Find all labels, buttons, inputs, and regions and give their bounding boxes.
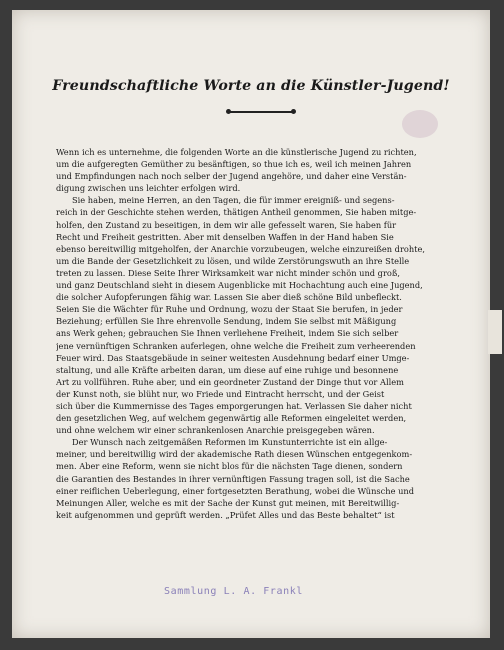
- body-line: jene vernünftigen Schranken auferlegen, ohne welche die Freiheit zum verheerenden: [56, 340, 416, 351]
- body-line: Feuer wird. Das Staatsgebäude in seiner weitesten Ausdehnung bedarf einer Umge-: [56, 352, 410, 363]
- body-line: die Garantien des Bestandes in ihrer vernünftigen Fassung tragen soll, ist die Sache: [56, 473, 410, 484]
- body-line: einer reiflichen Ueberlegung, einer fortgesetzten Berathung, wobei die Wünsche und: [56, 485, 414, 496]
- body-line: der Kunst noth, sie blüht nur, wo Friede und Eintracht herrscht, und der Geist: [56, 388, 385, 399]
- body-line: um die Bande der Gesetzlichkeit zu lösen, und wilde Zerstörungswuth an ihre Stelle: [56, 255, 410, 266]
- collection-stamp: Sammlung L. A. Frankl: [164, 586, 304, 597]
- body-line: meiner, und bereitwillig wird der akademische Rath diesen Wünschen entgegenkom-: [56, 449, 413, 460]
- body-line: Beziehung; erfüllen Sie Ihre ehrenvolle Sendung, indem Sie selbst mit Mäßigung: [56, 316, 397, 327]
- document-body: [56, 146, 472, 521]
- body-line: Sie haben, meine Herren, an den Tagen, die für immer ereigniß- und segens-: [72, 195, 395, 206]
- body-line: Recht und Freiheit gestritten. Aber mit denselben Waffen in der Hand haben Sie: [56, 231, 394, 242]
- body-line: reich in der Geschichte stehen werden, thätigen Antheil genommen, Sie haben mitge-: [56, 207, 417, 218]
- body-line: und ganz Deutschland sieht in diesem Augenblicke mit Hochachtung auch eine Jugend,: [56, 280, 423, 291]
- body-line: treten zu lassen. Diese Seite Ihrer Wirksamkeit war nicht minder schön und groß,: [56, 267, 401, 278]
- body-line: holfen, den Zustand zu beseitigen, in dem wir alle gefesselt waren, Sie haben für: [56, 219, 397, 230]
- body-line: ans Werk gehen; gebrauchen Sie Ihnen verliehene Freiheit, indem Sie sich selber: [56, 328, 399, 339]
- document-title: Freundschaftliche Worte an die Künstler-Jugend!: [52, 78, 450, 94]
- body-line: keit aufgenommen und geprüft werden. „Prüfet Alles und das Beste behaltet“ ist: [56, 509, 395, 520]
- body-line: staltung, und alle Kräfte arbeiten daran, um diese auf eine ruhige und besonnene: [56, 364, 399, 375]
- body-line: men. Aber eine Reform, wenn sie nicht blos für die nächsten Tage dienen, sondern: [56, 461, 403, 472]
- body-line: Seien Sie die Wächter für Ruhe und Ordnung, wozu der Staat Sie berufen, in jeder: [56, 304, 403, 315]
- faint-stamp-mark: [402, 110, 438, 138]
- body-line: und ohne welchem wir einer schrankenlosen Anarchie preisgegeben wären.: [56, 425, 375, 436]
- body-line: Meinungen Aller, welche es mit der Sache der Kunst gut meinen, mit Bereitwillig-: [56, 497, 400, 508]
- body-line: Der Wunsch nach zeitgemäßen Reformen im Kunstunterrichte ist ein allge-: [72, 437, 388, 448]
- body-line: die solcher Aufopferungen fähig war. Lassen Sie aber dieß schöne Bild unbefleckt.: [56, 292, 402, 303]
- body-line: Art zu vollführen. Ruhe aber, und ein geordneter Zustand der Dinge thut vor Allem: [56, 376, 404, 387]
- body-line: um die aufgeregten Gemüther zu besänftigen, so thue ich es, weil ich meinen Jahren: [56, 159, 412, 170]
- body-line: und Empfindungen nach noch selber der Jugend angehöre, und daher eine Verstän-: [56, 171, 407, 182]
- page-edge-tab: [488, 310, 502, 354]
- body-line: sich über die Kummernisse des Tages emporgerungen hat. Verlassen Sie daher nicht: [56, 400, 412, 411]
- body-line: den gesetzlichen Weg, auf welchem gegenwärtig alle Reformen eingeleitet werden,: [56, 413, 407, 424]
- title-divider: [230, 111, 292, 113]
- body-line: Wenn ich es unternehme, die folgenden Worte an die künstlerische Jugend zu richten,: [56, 147, 417, 157]
- body-line: ebenso bereitwillig mitgeholfen, der Anarchie vorzubeugen, welche einzureißen drohte,: [56, 243, 426, 254]
- document-page: [12, 10, 490, 638]
- body-line: digung zwischen uns leichter erfolgen wird.: [56, 183, 241, 194]
